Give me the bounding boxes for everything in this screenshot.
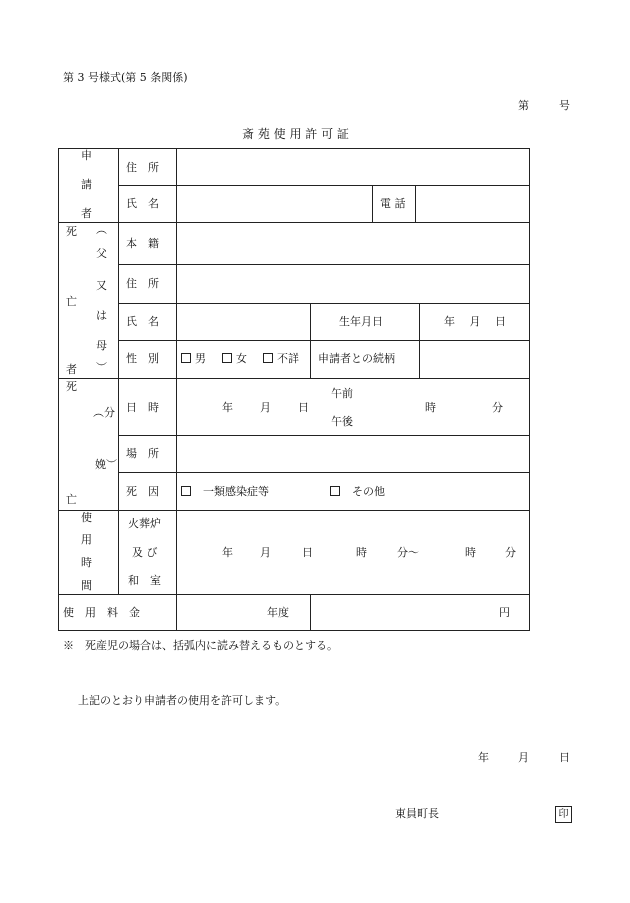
- deceased-group-right-2: 父: [96, 247, 107, 260]
- checkbox-icon: [330, 486, 340, 496]
- death-group-left-2: 亡: [66, 493, 77, 506]
- sex-option-male[interactable]: 男: [181, 353, 206, 364]
- relation-label: 申請者との続柄: [318, 352, 395, 365]
- dob-label: 生年月日: [339, 315, 383, 328]
- deceased-domicile-label: 本 籍: [126, 237, 159, 250]
- fee-label: 使 用 料 金: [63, 606, 140, 619]
- permission-text: 上記のとおり申請者の使用を許可します。: [78, 694, 287, 707]
- death-year: 年: [222, 401, 233, 414]
- dob-value: 年 月 日: [444, 315, 506, 328]
- facility-line-3: 和 室: [128, 574, 161, 587]
- number-label: 第: [518, 99, 529, 112]
- deceased-group-right-4: は: [96, 309, 107, 322]
- death-group-left-1: 死: [66, 380, 77, 393]
- applicant-address-label: 住 所: [126, 161, 159, 174]
- deceased-sex-label: 性 別: [126, 352, 159, 365]
- applicant-name-label: 氏 名: [126, 197, 159, 210]
- applicant-group-char-1: 申: [81, 149, 92, 162]
- usage-group-char-1: 使: [81, 511, 92, 524]
- deceased-group-left-3: 者: [66, 363, 77, 376]
- checkbox-icon: [263, 353, 273, 363]
- death-group-right-1: ︵分: [93, 406, 115, 419]
- usage-group-char-3: 時: [81, 556, 92, 569]
- usage-hour-to: 時: [465, 546, 476, 559]
- applicant-phone-label: 電 話: [380, 197, 406, 210]
- applicant-group-char-3: 者: [81, 207, 92, 220]
- deceased-group-left-1: 死: [66, 225, 77, 238]
- usage-minute-from: 分〜: [397, 546, 419, 559]
- death-cause-label: 死 因: [126, 485, 159, 498]
- date-month: 月: [518, 751, 529, 764]
- checkbox-icon: [181, 486, 191, 496]
- deceased-group-right-3: 又: [96, 279, 107, 292]
- facility-line-1: 火葬炉: [128, 517, 161, 530]
- checkbox-icon: [181, 353, 191, 363]
- mayor-title: 東員町長: [395, 807, 439, 820]
- death-day: 日: [298, 401, 309, 414]
- usage-year: 年: [222, 546, 233, 559]
- fee-fiscal-year: 年度: [267, 606, 289, 619]
- usage-group-char-4: 間: [81, 579, 92, 592]
- death-month: 月: [260, 401, 271, 414]
- document-title: 斎 苑 使 用 許 可 証: [242, 127, 349, 141]
- seal-mark: 印: [555, 806, 572, 823]
- sex-option-female[interactable]: 女: [222, 353, 247, 364]
- deceased-group-right-1: ︵: [96, 223, 107, 236]
- note: ※ 死産児の場合は、括弧内に読み替えるものとする。: [63, 639, 338, 652]
- applicant-group-char-2: 請: [81, 178, 92, 191]
- sex-option-unknown[interactable]: 不詳: [263, 353, 299, 364]
- usage-day: 日: [302, 546, 313, 559]
- death-minute: 分: [492, 401, 503, 414]
- fee-yen: 円: [499, 606, 510, 619]
- death-pm: 午後: [331, 415, 353, 428]
- usage-month: 月: [260, 546, 271, 559]
- form-reference: 第 3 号様式(第 5 条関係): [63, 71, 188, 84]
- cause-option-other[interactable]: その他: [330, 486, 385, 497]
- usage-group-char-2: 用: [81, 533, 92, 546]
- facility-line-2: 及 び: [132, 546, 158, 559]
- death-group-right-2: 娩︶: [95, 458, 117, 471]
- usage-minute-to: 分: [505, 546, 516, 559]
- number-suffix: 号: [559, 99, 570, 112]
- checkbox-icon: [222, 353, 232, 363]
- deceased-name-label: 氏 名: [126, 315, 159, 328]
- death-datetime-label: 日 時: [126, 401, 159, 414]
- date-year: 年: [478, 751, 489, 764]
- usage-hour-from: 時: [356, 546, 367, 559]
- deceased-group-right-6: ︶: [96, 361, 107, 374]
- death-place-label: 場 所: [126, 447, 159, 460]
- deceased-address-label: 住 所: [126, 277, 159, 290]
- deceased-group-right-5: 母: [96, 339, 107, 352]
- cause-option-infectious[interactable]: 一類感染症等: [181, 486, 269, 497]
- death-hour: 時: [425, 401, 436, 414]
- deceased-group-left-2: 亡: [66, 295, 77, 308]
- death-am: 午前: [331, 387, 353, 400]
- date-day: 日: [559, 751, 570, 764]
